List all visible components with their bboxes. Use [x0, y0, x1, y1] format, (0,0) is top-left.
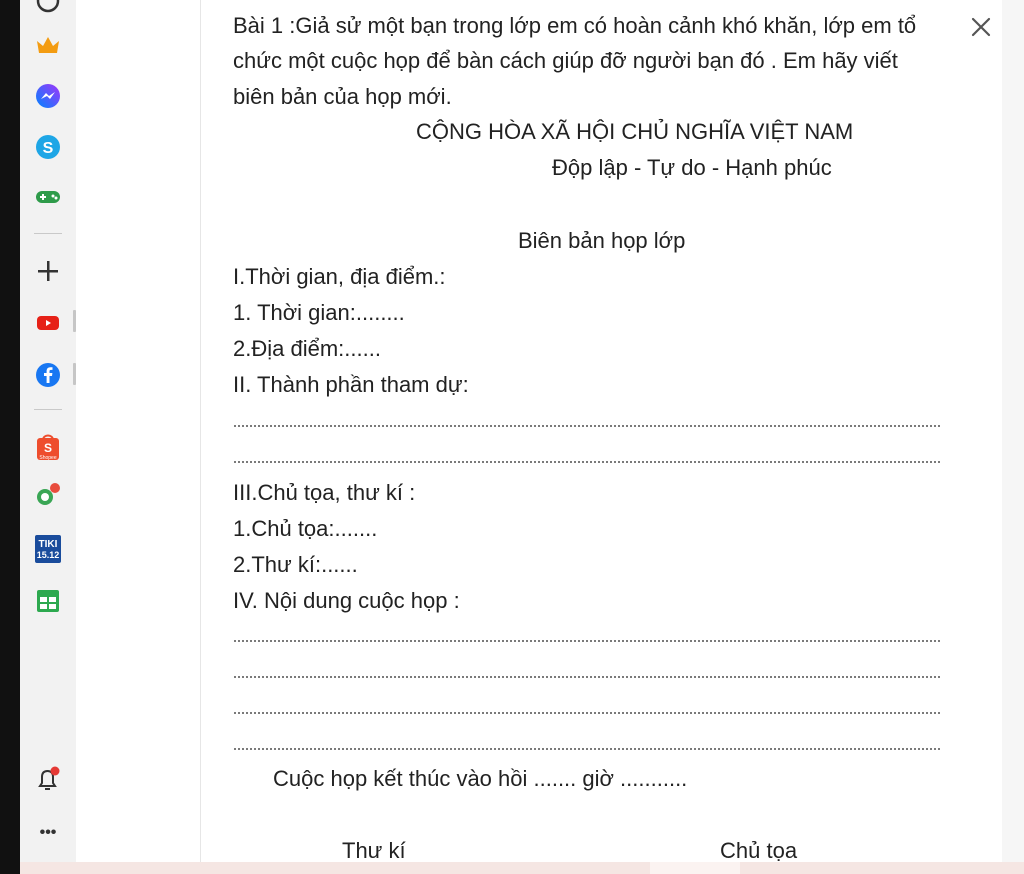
section-chair-secretary: III.Chủ tọa, thư kí : [233, 480, 416, 505]
field-secretary: 2.Thư kí:...... [233, 552, 358, 577]
close-button[interactable] [966, 12, 996, 42]
dotted-line [233, 461, 942, 463]
section-time-place: I.Thời gian, địa điểm.: [233, 264, 446, 289]
dotted-line [233, 640, 942, 642]
window-left-edge [0, 0, 20, 874]
extension-icon[interactable] [33, 480, 63, 510]
panel-right-edge [1002, 0, 1024, 862]
messenger-icon[interactable] [33, 81, 63, 111]
sidebar [20, 0, 76, 874]
add-icon[interactable] [33, 256, 63, 286]
dotted-line [233, 712, 942, 714]
sheets-icon[interactable] [33, 586, 63, 616]
youtube-icon[interactable] [33, 308, 63, 338]
more-icon[interactable]: ••• [39, 824, 57, 841]
section-attendees: II. Thành phần tham dự: [233, 372, 469, 397]
sidebar-divider [34, 409, 62, 410]
shopee-label: Shopee [39, 455, 57, 461]
active-indicator [73, 363, 76, 385]
closing-line: Cuộc họp kết thúc vào hồi ....... giờ ........... [273, 766, 688, 791]
field-place: 2.Địa điểm:...... [233, 336, 381, 361]
svg-text:S: S [43, 441, 53, 455]
tiki-label: TIKI [38, 539, 58, 550]
svg-text:S: S [42, 140, 54, 157]
game-icon[interactable] [33, 182, 63, 212]
bottom-strip [20, 862, 1024, 874]
dotted-line [233, 748, 942, 750]
shopee-icon[interactable] [33, 432, 63, 462]
sidebar-divider [34, 233, 62, 234]
question-line-3: biên bản của họp mới. [233, 84, 452, 109]
skype-icon[interactable] [33, 132, 63, 162]
signature-chair: Chủ tọa [720, 838, 798, 863]
national-title: CỘNG HÒA XÃ HỘI CHỦ NGHĨA VIỆT NAM [416, 119, 854, 144]
active-indicator [73, 310, 76, 332]
close-icon [966, 12, 996, 42]
national-motto: Độp lập - Tự do - Hạnh phúc [552, 155, 832, 180]
dotted-line [233, 676, 942, 678]
field-chair: 1.Chủ tọa:....... [233, 516, 378, 541]
field-time: 1. Thời gian:........ [233, 300, 405, 325]
facebook-icon[interactable] [33, 360, 63, 390]
document-title: Biên bản họp lớp [518, 228, 686, 253]
tiki-date: 15.12 [36, 550, 60, 560]
tiki-icon[interactable] [33, 534, 63, 564]
question-line-1: Bài 1 :Giả sử một bạn trong lớp em có hoàn cảnh khó khăn, lớp em tổ [233, 13, 917, 38]
signature-secretary: Thư kí [342, 838, 406, 863]
section-content: IV. Nội dung cuộc họp : [233, 588, 460, 613]
question-line-2: chức một cuộc họp để bàn cách giúp đỡ người bạn đó . Em hãy viết [233, 48, 898, 73]
bell-icon[interactable] [33, 764, 63, 794]
cropped-top-icon[interactable] [33, 0, 63, 16]
crown-icon[interactable] [33, 30, 63, 60]
dotted-line [233, 425, 942, 427]
